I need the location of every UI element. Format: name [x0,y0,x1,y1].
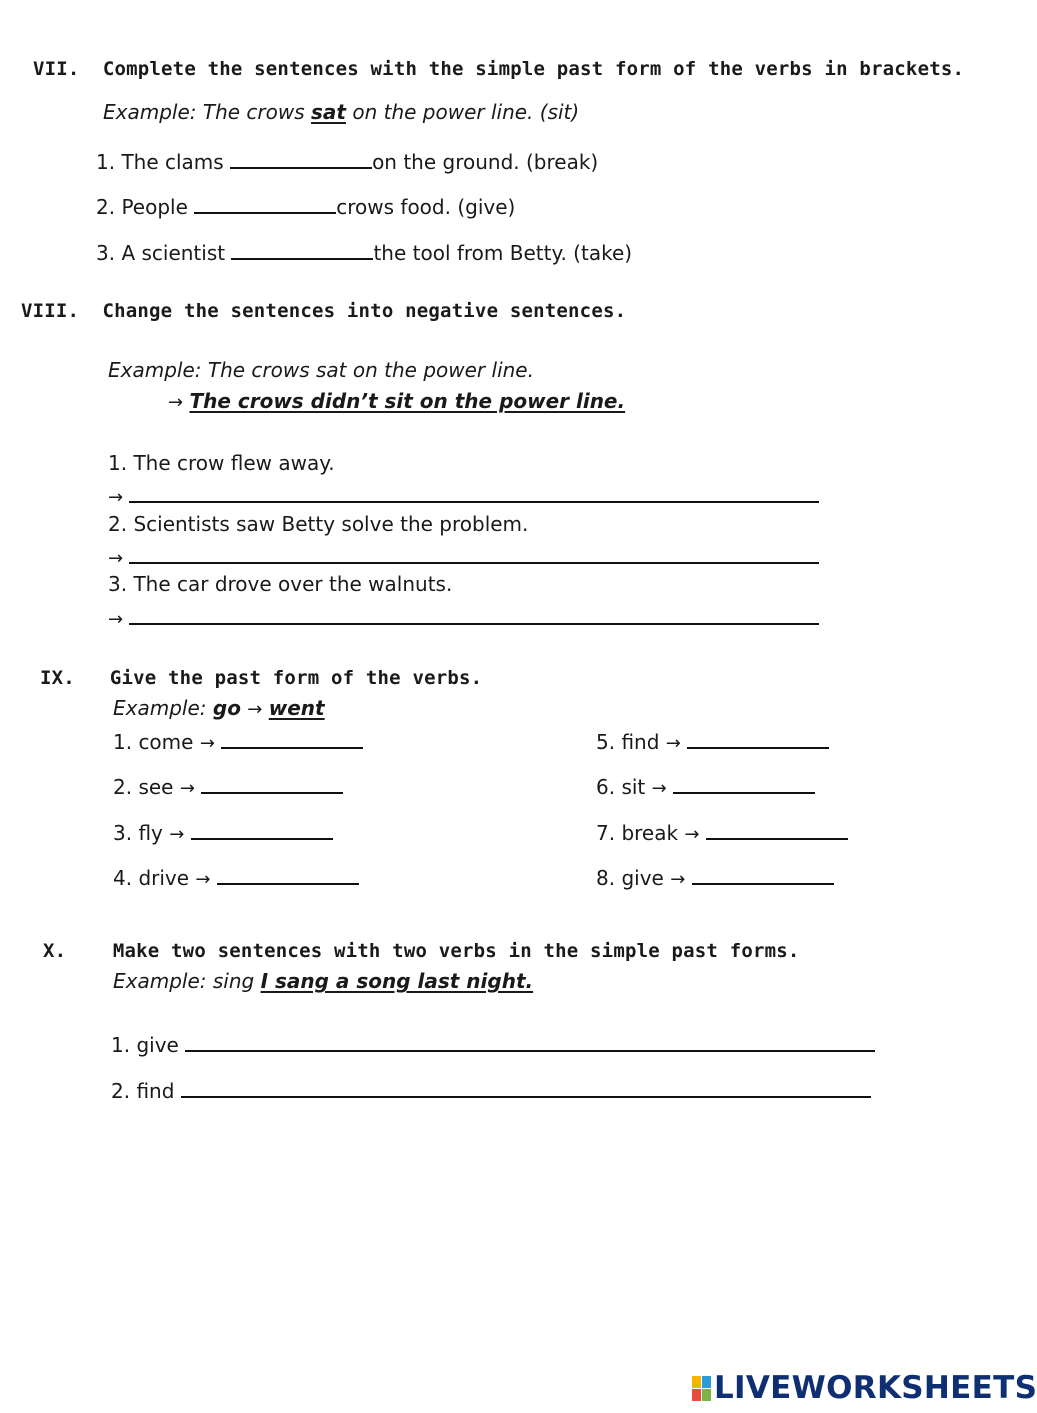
arrow-icon: → [199,733,215,754]
verb-label: 8. give [596,866,664,890]
section-viii-example: Example: The crows sat on the power line. [108,358,534,382]
item-text: 1. The clams [96,150,231,174]
item-text: the tool from Betty. (take) [373,241,633,265]
verb-label: 2. find [111,1079,175,1103]
section-x-number: X. [43,940,67,962]
section-ix-item-3 [113,817,333,845]
answer-line[interactable] [129,541,819,564]
answer-line[interactable] [185,1029,875,1052]
arrow-icon: → [195,869,211,890]
answer-blank[interactable] [191,817,333,840]
section-x-heading [43,940,800,962]
liveworksheets-logo-icon [692,1376,712,1402]
section-vii-example [103,100,579,124]
answer-blank[interactable] [706,817,848,840]
item-text: on the ground. (break) [372,150,599,174]
section-viii-answer-row-2 [108,541,819,569]
item-text: 2. People [96,195,195,219]
example-prefix: Example: sing [113,969,261,993]
example-verb: go [212,696,241,720]
answer-blank[interactable] [221,726,363,749]
example-suffix: on the power line. (sit) [345,100,580,124]
arrow-icon: → [670,869,686,890]
verb-label: 4. drive [113,866,190,890]
verb-label: 7. break [596,821,679,845]
section-ix-number: IX. [40,667,75,689]
answer-line[interactable] [129,480,819,503]
section-x-example [113,969,533,993]
section-ix-example [113,696,325,720]
verb-label: 1. come [113,730,194,754]
verb-label: 5. find [596,730,660,754]
section-viii-item-2: 2. Scientists saw Betty solve the problem. [108,512,529,536]
arrow-icon: → [247,699,263,720]
arrow-icon: → [108,548,124,569]
section-viii-item-1: 1. The crow flew away. [108,451,335,475]
answer-blank[interactable] [231,237,373,260]
arrow-icon: → [108,487,124,508]
arrow-icon: → [684,824,700,845]
section-ix-item-8 [596,862,834,890]
section-vii-title: Complete the sentences with the simple past form of the verbs in brackets. [102,58,965,80]
example-answer: The crows didn’t sit on the power line. [189,389,626,413]
section-vii-number: VII. [33,58,80,80]
answer-blank[interactable] [692,862,834,885]
answer-line[interactable] [129,602,819,625]
section-x-item-1 [111,1029,875,1057]
section-ix-item-7 [596,817,848,845]
item-text: crows food. (give) [336,195,516,219]
liveworksheets-logo-text[interactable]: LIVEWORKSHEETS [714,1370,1037,1406]
section-ix-item-1 [113,726,363,754]
section-ix-item-5 [596,726,829,754]
arrow-icon: → [168,392,184,413]
section-viii-title: Change the sentences into negative sentences. [102,300,627,322]
section-viii-answer-row-3 [108,602,819,630]
section-viii-answer-row-1 [108,480,819,508]
answer-blank[interactable] [230,146,372,169]
answer-blank[interactable] [217,862,359,885]
section-x-item-2 [111,1075,871,1103]
example-answer: sat [311,100,346,124]
section-x-title: Make two sentences with two verbs in the simple past forms. [112,940,800,962]
section-ix-item-6 [596,771,815,799]
section-ix-item-4 [113,862,359,890]
arrow-icon: → [665,733,681,754]
section-ix-heading [40,667,482,689]
arrow-icon: → [108,609,124,630]
logo-square [702,1389,711,1401]
section-vii-item-2 [96,191,515,219]
example-answer: went [268,696,325,720]
example-label: Example: [113,696,213,720]
arrow-icon: → [179,778,195,799]
answer-blank[interactable] [673,771,815,794]
logo-square [692,1376,701,1388]
section-ix-item-2 [113,771,343,799]
item-text: 3. A scientist [96,241,232,265]
logo-square [702,1376,711,1388]
answer-blank[interactable] [194,191,336,214]
section-viii-heading [21,300,626,322]
verb-label: 3. fly [113,821,163,845]
arrow-icon: → [169,824,185,845]
logo-square [692,1389,701,1401]
section-vii-item-3 [96,237,632,265]
arrow-icon: → [651,778,667,799]
section-viii-number: VIII. [21,300,80,322]
section-ix-title: Give the past form of the verbs. [109,667,483,689]
section-vii-heading [33,58,964,80]
section-viii-item-3: 3. The car drove over the walnuts. [108,572,453,596]
answer-line[interactable] [181,1075,871,1098]
verb-label: 1. give [111,1033,179,1057]
verb-label: 6. sit [596,775,646,799]
example-answer: I sang a song last night. [260,969,534,993]
answer-blank[interactable] [687,726,829,749]
section-vii-item-1 [96,146,598,174]
section-viii-example-answer-row [168,389,625,413]
answer-blank[interactable] [201,771,343,794]
verb-label: 2. see [113,775,174,799]
example-prefix: Example: The crows [103,100,312,124]
